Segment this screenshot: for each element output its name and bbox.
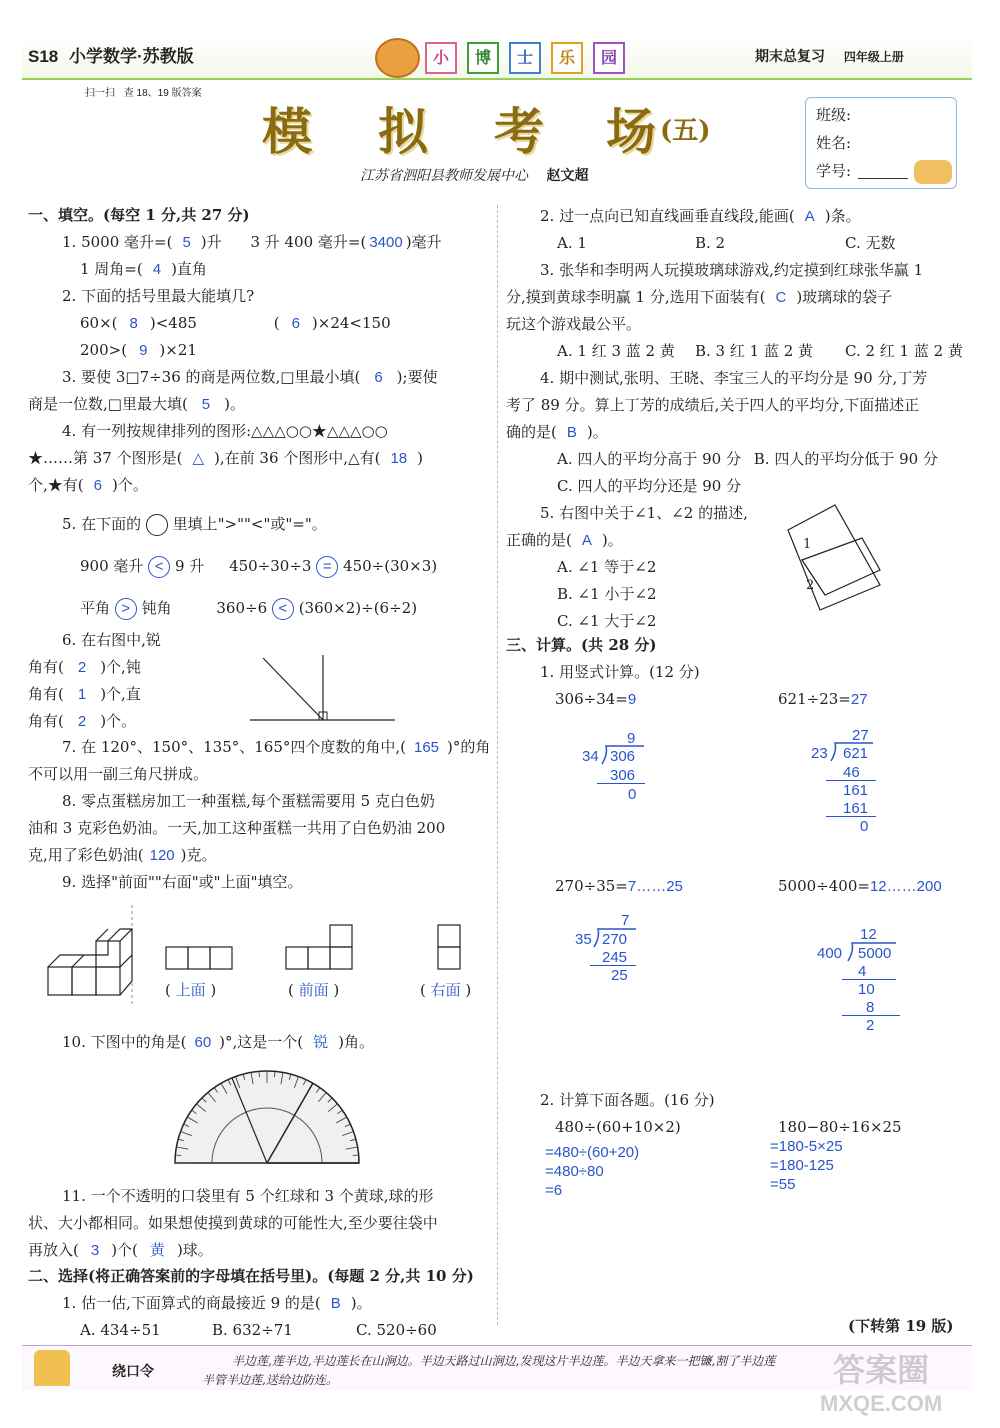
- answer: B: [566, 424, 577, 441]
- giraffe-icon: [34, 1350, 70, 1386]
- q9-line1: 9. 选择"前面""右面"或"上面"填空。: [62, 873, 303, 891]
- q-text: 450÷(30×3): [343, 557, 438, 575]
- answer: 4: [152, 261, 162, 278]
- s2-q2-options: [557, 233, 907, 253]
- watermark-text-2: MXQE.COM: [820, 1391, 943, 1416]
- q6-line1: 6. 在右图中,锐: [62, 631, 161, 649]
- q-text: 306÷34=: [555, 690, 628, 708]
- q-text: 再放入(: [28, 1241, 79, 1259]
- division-rule: [826, 816, 876, 817]
- divisor: 23: [811, 745, 828, 762]
- q-text: )。: [586, 423, 608, 441]
- option: A. 434÷51: [80, 1321, 161, 1339]
- calc-4-question: [778, 876, 942, 897]
- s2-q4-options-1: [557, 449, 938, 469]
- q-text: 621÷23=: [778, 690, 851, 708]
- partial-product: 46: [843, 764, 860, 781]
- q-text: )。: [601, 531, 623, 549]
- q-text: )玻璃球的袋子: [796, 288, 893, 306]
- answer: 6: [93, 477, 102, 494]
- q-text: 确的是(: [506, 423, 557, 441]
- q-text: )个(: [111, 1241, 138, 1259]
- s2-q2-line1: [540, 206, 861, 227]
- option: B. 2: [695, 234, 726, 252]
- banner-char: 园: [593, 42, 625, 74]
- q-text: 3 升 400 毫升=(: [250, 233, 367, 251]
- q-text: 1. 估一估,下面算式的商最接近 9 的是(: [62, 1294, 321, 1312]
- q-text: 270÷35=: [555, 877, 628, 895]
- q-text: 个,★有(: [28, 476, 84, 494]
- answer: 5: [182, 234, 191, 251]
- compare-circle: <: [272, 598, 294, 620]
- q-text: )<485: [149, 314, 197, 332]
- continue-note: (下转第 19 版): [848, 1317, 954, 1335]
- banner-char: 博: [467, 42, 499, 74]
- title-char: 模: [262, 102, 312, 161]
- partial-remainder: 161: [843, 782, 869, 799]
- q-text: 7. 在 120°、150°、135°、165°四个度数的角中,(: [62, 738, 406, 756]
- q5-row2: [80, 598, 417, 620]
- q-text: 正确的是(: [506, 531, 572, 549]
- q-text: )个,直: [100, 685, 141, 703]
- q-text: ): [417, 449, 423, 467]
- compare-circle: <: [148, 556, 170, 578]
- class-label: 班级:: [816, 106, 852, 124]
- review-label: 期末总复习: [755, 49, 825, 65]
- q7-line1: [62, 737, 490, 758]
- q-text: 角有(: [28, 658, 64, 676]
- q3-line2: [28, 394, 245, 415]
- q8-line2: 油和 3 克彩色奶油。一天,加工这种蛋糕一共用了白色奶油 200: [28, 819, 446, 837]
- dividend: 621: [843, 745, 869, 762]
- q11-line1: 11. 一个不透明的口袋里有 5 个红球和 3 个黄球,球的形: [62, 1187, 434, 1205]
- name-label: 姓名:: [816, 134, 852, 152]
- s2-q5-optA: A. ∠1 等于∠2: [557, 558, 657, 576]
- q-text: 5000÷400=: [778, 877, 870, 895]
- q-text: 克,用了彩色奶油(: [28, 846, 144, 864]
- q-text: )克。: [180, 846, 217, 864]
- q-text: )毫升: [405, 233, 442, 251]
- q-text: )个,钝: [100, 658, 141, 676]
- q9-answer-2: ( 前面 ): [288, 981, 340, 999]
- q-text: 60×(: [80, 314, 118, 332]
- q-text: 10. 下图中的角是(: [62, 1033, 187, 1051]
- answer: 165: [414, 739, 440, 756]
- answer: 6: [291, 315, 300, 332]
- divisor: 35: [575, 931, 592, 948]
- answer: 3: [90, 1242, 100, 1259]
- banner-chars: [425, 42, 625, 74]
- q-text: )个。: [100, 712, 137, 730]
- q-text: 360÷6: [216, 599, 268, 617]
- q6-line4: [28, 711, 136, 732]
- q5-line1: [62, 514, 327, 536]
- divisor: 34: [582, 748, 599, 765]
- division-rule: [842, 1015, 900, 1016]
- compare-circle: =: [316, 556, 338, 578]
- q-text: 1 周角=(: [80, 260, 143, 278]
- answer: 2: [77, 659, 87, 676]
- answer: 27: [850, 691, 868, 708]
- header-left: [28, 42, 194, 67]
- q9-answer-1: ( 上面 ): [165, 981, 217, 999]
- remainder: 25: [611, 967, 628, 984]
- s2-q1-line1: [62, 1293, 372, 1314]
- q-text: 450÷30÷3: [229, 557, 312, 575]
- q2-line2: [80, 313, 391, 334]
- title-char: 拟: [378, 102, 428, 161]
- quotient: 27: [852, 727, 869, 744]
- expr-1-step-1: =480÷(60+20): [545, 1144, 640, 1161]
- q-text: 900 毫升: [80, 557, 144, 575]
- option: B. 四人的平均分低于 90 分: [753, 450, 938, 468]
- subject-label: 小学数学·苏教版: [68, 47, 194, 66]
- q-text: 里填上">""<"或"="。: [172, 515, 327, 533]
- header-right: [755, 46, 904, 66]
- s2-q3-line2: [506, 287, 892, 308]
- expr-2-step-2: =180-125: [770, 1157, 834, 1174]
- q-text: 3. 要使 3□7÷36 的商是两位数,□里最小填(: [62, 368, 361, 386]
- s3-sub2: 2. 计算下面各题。(16 分): [540, 1091, 715, 1109]
- q2-line3: [80, 340, 197, 361]
- id-underline: [858, 178, 908, 179]
- q-text: 钝角: [141, 599, 172, 617]
- q-text: )角。: [338, 1033, 375, 1051]
- option: C. 2 红 1 蓝 2 黄: [845, 342, 963, 360]
- answer: 黄: [149, 1242, 165, 1259]
- lion-mascot-icon: [375, 38, 420, 78]
- division-rule: [590, 965, 636, 966]
- s2-q4-line1: 4. 期中测试,张明、王晓、李宝三人的平均分是 90 分,丁芳: [540, 369, 928, 387]
- quotient: 7: [621, 912, 630, 929]
- expr-2-question: 180−80÷16×25: [778, 1118, 902, 1136]
- q-text: );要使: [396, 368, 438, 386]
- remainder: 0: [860, 818, 869, 835]
- banner-char: 小: [425, 42, 457, 74]
- protractor-tick: [353, 1155, 359, 1156]
- q4-line3: [28, 475, 148, 496]
- partial-product: 161: [843, 800, 869, 817]
- scan-label: 扫一扫: [85, 88, 115, 99]
- s2-q5-optC: C. ∠1 大于∠2: [557, 612, 657, 630]
- remainder: 0: [628, 786, 637, 803]
- s2-q5-optB: B. ∠1 小于∠2: [557, 585, 657, 603]
- blank-circle-icon: [146, 514, 168, 536]
- compare-circle: >: [115, 598, 137, 620]
- q4-line2: [28, 448, 423, 469]
- footer-line-1: 半边莲,莲半边,半边莲长在山涧边。半边天路过山涧边,发现这片半边莲。半边天拿来一把镰,割了半边莲: [232, 1354, 776, 1368]
- q5-row1: [80, 556, 437, 578]
- q-text: 平角: [80, 599, 111, 617]
- q-text: 角有(: [28, 712, 64, 730]
- q-text: )条。: [824, 207, 861, 225]
- title-char: 场: [606, 102, 656, 161]
- remainder: 2: [866, 1017, 875, 1034]
- quotient: 9: [627, 730, 636, 747]
- answer: 9: [139, 342, 148, 359]
- expr-1-step-2: =480÷80: [545, 1163, 604, 1180]
- expr-2-step-3: =55: [770, 1176, 796, 1193]
- banner-char: 乐: [551, 42, 583, 74]
- footer-line-2: 半管半边莲,送给边防连。: [202, 1373, 338, 1387]
- q-text: )°的角: [447, 738, 491, 756]
- s2-q5-line1: 5. 右图中关于∠1、∠2 的描述,: [540, 504, 748, 522]
- protractor-tick: [175, 1155, 181, 1156]
- answer: C: [775, 289, 787, 306]
- s2-q4-options-2: C. 四人的平均分还是 90 分: [557, 477, 742, 495]
- dividend: 306: [610, 748, 636, 765]
- dividend: 270: [602, 931, 628, 948]
- answer: 7……25: [627, 878, 683, 895]
- answer: A: [804, 208, 815, 225]
- column-divider: [497, 205, 498, 1325]
- q-text: )×21: [159, 341, 197, 359]
- q-text: ),在前 36 个图形中,△有(: [214, 449, 381, 467]
- q-text: 5. 在下面的: [62, 515, 142, 533]
- answer: 60: [194, 1034, 212, 1051]
- option: A. 四人的平均分高于 90 分: [557, 450, 741, 468]
- s2-q5-line2: [506, 530, 623, 551]
- q-text: )°,这是一个(: [219, 1033, 304, 1051]
- page-code: S18: [28, 47, 59, 66]
- q-text: )个。: [111, 476, 148, 494]
- answer: B: [330, 1295, 341, 1312]
- q-text: 9 升: [174, 557, 205, 575]
- title-suffix: (五): [660, 116, 711, 146]
- calc-2-question: [778, 689, 868, 710]
- q11-line3: [28, 1240, 213, 1261]
- dividend: 5000: [858, 945, 892, 962]
- angle-label-2: 2: [806, 578, 815, 593]
- q-text: 1. 5000 毫升=(: [62, 233, 173, 251]
- answers-ref: 查 18、19 版答案: [123, 88, 202, 99]
- partial-product: 245: [602, 949, 628, 966]
- option: C. 无数: [845, 234, 896, 252]
- q9-answer-3: ( 右面 ): [420, 981, 472, 999]
- answer: 18: [390, 450, 408, 467]
- id-label: 学号:: [816, 162, 852, 180]
- answer: 前面: [298, 982, 329, 999]
- q7-line2: 不可以用一副三角尺拼成。: [28, 765, 209, 783]
- q10-line1: [62, 1032, 374, 1053]
- q-text: 商是一位数,□里最大填(: [28, 395, 188, 413]
- section-3-title: 三、计算。(共 28 分): [506, 636, 657, 654]
- angle-figure: [245, 650, 405, 725]
- answer: 6: [374, 369, 383, 386]
- q-text: 2. 过一点向已知直线画垂直线段,能画(: [540, 207, 795, 225]
- q6-line2: [28, 657, 141, 678]
- author-name: 赵文超: [546, 168, 589, 184]
- q-text: ★……第 37 个图形是(: [28, 449, 183, 467]
- calc-1-question: [555, 689, 636, 710]
- division-rule: [826, 780, 876, 781]
- q-text: )直角: [171, 260, 207, 278]
- answer: 锐: [313, 1034, 329, 1051]
- s2-q4-line3: [506, 422, 608, 443]
- qr-area: [85, 84, 202, 99]
- q11-line2: 状、大小都相同。如果想使摸到黄球的可能性大,至少要往袋中: [28, 1214, 438, 1232]
- q-text: 分,摸到黄球李明赢 1 分,选用下面装有(: [506, 288, 766, 306]
- q-text: (360×2)÷(6÷2): [298, 599, 418, 617]
- section-1-title: 一、填空。(每空 1 分,共 27 分): [28, 206, 250, 224]
- section-2-title: 二、选择(将正确答案前的字母填在括号里)。(每题 2 分,共 10 分): [28, 1267, 474, 1285]
- answer: 120: [149, 847, 175, 864]
- answer: 5: [201, 396, 211, 413]
- protractor-tick: [259, 1071, 260, 1077]
- answer: 12……200: [869, 878, 942, 895]
- cartoon-animals-icon: [914, 160, 952, 184]
- answer: 2: [77, 713, 87, 730]
- option: B. 632÷71: [212, 1321, 293, 1339]
- answer: 1: [77, 686, 87, 703]
- s2-q3-options: [557, 341, 963, 361]
- q6-line3: [28, 684, 141, 705]
- q-text: )。: [224, 395, 245, 413]
- s2-q3-line3: 玩这个游戏最公平。: [506, 315, 642, 333]
- s2-q4-line2: 考了 89 分。算上丁芳的成绩后,关于四人的平均分,下面描述正: [506, 396, 920, 414]
- option: A. 1 红 3 蓝 2 黄: [557, 342, 675, 360]
- watermark-text-1: 答案圈: [833, 1351, 930, 1389]
- q1-line2: [80, 259, 207, 280]
- protractor-figure: [172, 1068, 362, 1168]
- answer: 9: [627, 691, 637, 708]
- s2-q3-line1: 3. 张华和李明两人玩摸玻璃球游戏,约定摸到红球张华赢 1: [540, 261, 924, 279]
- author-line: [360, 165, 588, 185]
- expr-1-step-3: =6: [545, 1182, 563, 1199]
- grade-label: 四年级上册: [843, 50, 904, 64]
- banner-char: 士: [509, 42, 541, 74]
- q-text: 200>(: [80, 341, 128, 359]
- expr-1-question: 480÷(60+10×2): [555, 1118, 681, 1136]
- partial-product: 8: [866, 999, 875, 1016]
- author-org: 江苏省泗阳县教师发展中心: [360, 168, 528, 184]
- option: C. 520÷60: [356, 1321, 437, 1339]
- option: B. 3 红 1 蓝 2 黄: [695, 342, 814, 360]
- answer: 上面: [175, 982, 206, 999]
- q8-line3: [28, 845, 217, 866]
- answer: 3400: [369, 234, 403, 251]
- q-text: )。: [350, 1294, 372, 1312]
- expr-2-step-1: =180-5×25: [770, 1138, 843, 1155]
- division-rule: [597, 783, 645, 784]
- overlapping-rectangles-figure: [780, 500, 890, 615]
- q-text: (: [273, 314, 280, 332]
- division-rule: [842, 979, 896, 980]
- q1-line1: [62, 232, 442, 253]
- calc-3-question: [555, 876, 683, 897]
- partial-product: 4: [858, 963, 867, 980]
- answer: 右面: [430, 982, 461, 999]
- student-info-box: [805, 97, 957, 189]
- q-text: )升: [200, 233, 222, 251]
- q-text: )球。: [176, 1241, 213, 1259]
- quotient: 12: [860, 926, 877, 943]
- divisor: 400: [817, 945, 843, 962]
- angle-label-1: 1: [803, 537, 812, 552]
- q3-line1: [62, 367, 438, 388]
- q-text: 角有(: [28, 685, 64, 703]
- s2-q1-options: [80, 1320, 437, 1340]
- q8-line1: 8. 零点蛋糕房加工一种蛋糕,每个蛋糕需要用 5 克白色奶: [62, 792, 435, 810]
- watermark: [820, 1345, 942, 1417]
- q2-line1: 2. 下面的括号里最大能填几?: [62, 287, 255, 305]
- option: A. 1: [557, 234, 587, 252]
- answer: 8: [129, 315, 138, 332]
- footer-label: 绕口令: [112, 1364, 154, 1380]
- title-char: 考: [494, 102, 544, 161]
- s3-sub1: 1. 用竖式计算。(12 分): [540, 663, 700, 681]
- answer: △: [192, 450, 205, 467]
- q-text: )×24<150: [311, 314, 391, 332]
- q4-line1: 4. 有一列按规律排列的图形:△△△○○★△△△○○: [62, 422, 388, 440]
- protractor-tick: [274, 1071, 275, 1077]
- answer: A: [581, 532, 592, 549]
- partial-remainder: 10: [858, 981, 875, 998]
- partial-product: 306: [610, 767, 636, 784]
